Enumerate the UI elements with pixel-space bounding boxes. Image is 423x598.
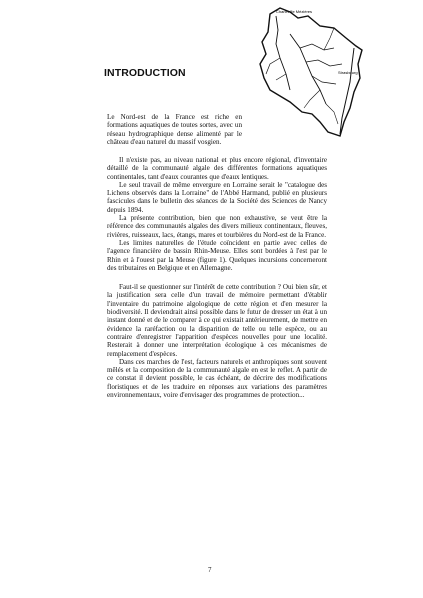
- map-river-moselle: [290, 34, 326, 104]
- paragraph-1: Il n'existe pas, au niveau national et plus encore régional, d'inventaire détaillé de la communauté algale des différentes formations aquatiques continentales, tant d'eaux courantes que d'eaux lentiques.: [107, 156, 327, 181]
- map-river-rhine: [340, 48, 354, 134]
- region-map: [250, 4, 370, 142]
- body-text: [107, 156, 327, 399]
- paragraph-2: Le seul travail de même envergure en Lorraine serait le "catalogue des Lichens observés dans la Lorraine" de l'Abbé Harmand, publié en plusieurs fascicules dans le bulletin des séances de la Société des Sciences de Nancy depuis 1894.: [107, 180, 327, 214]
- paragraph-gap: [107, 272, 327, 283]
- paragraph-5: Faut-il se questionner sur l'intérêt de cette contribution ? Oui bien sûr, et la justification sera celle d'un travail de mémoire permettant d'établir l'inventaire du patrimoine algologique de cette région et d'en mesurer la biodiversité. Il deviendrait ainsi possible dans le futur de dresser un état à un instant donné et de le comparer à ce qui existait antérieurement, de mettre en évidence la raréfaction ou la disparition de telle ou telle espèce, ou au contraire d'enregistrer l'apparition d'espèces nouvelles pour une localité. Resterait à donner une interprétation écologique à ces mécanismes de remplacement d'espèces.: [107, 283, 327, 358]
- paragraph-6: Dans ces marches de l'est, facteurs naturels et anthropiques sont souvent mêlés et la composition de la communauté algale en est le reflet. A partir de ce constat il devient possible, le cas échéant, de décrire des modifications floristiques et de les traduire en réponses aux variations des paramètres environnementaux, voire d'envisager des programmes de protection...: [107, 357, 327, 400]
- map-river-branch-4: [266, 58, 280, 74]
- map-river-branch-2: [306, 60, 342, 66]
- map-river-branch-1: [300, 44, 334, 50]
- paragraph-3: La présente contribution, bien que non exhaustive, se veut être la référence des communautés algales des divers milieux continentaux, fleuves, rivières, ruisseaux, lacs, étangs, mares et tourbières du Nord-est de la France.: [107, 214, 327, 239]
- paragraph-4: Les limites naturelles de l'étude coïncident en partie avec celles de l'agence financière de bassin Rhin-Meuse. Elles sont bordées à l'est par le Rhin et à l'ouest par la Meuse (figure 1). Quelques incursions concerneront des tributaires en Belgique et en Allemagne.: [107, 238, 327, 272]
- intro-paragraph: [107, 113, 242, 146]
- intro-text: Le Nord-est de la France est riche en formations aquatiques de toutes sortes, avec un réseau hydrographique dense alimenté par le château d'eau naturel du massif vosgien.: [107, 113, 242, 146]
- page-title: INTRODUCTION: [104, 67, 186, 79]
- page-number: 7: [208, 566, 212, 574]
- map-label-mid: Strasbourg: [338, 70, 358, 75]
- map-river-branch-8: [324, 28, 334, 50]
- map-label-top: Charleville Mézières: [276, 9, 313, 14]
- map-river-branch-7: [326, 104, 338, 124]
- map-river-branch-5: [276, 74, 286, 80]
- map-river-branch-6: [304, 90, 320, 108]
